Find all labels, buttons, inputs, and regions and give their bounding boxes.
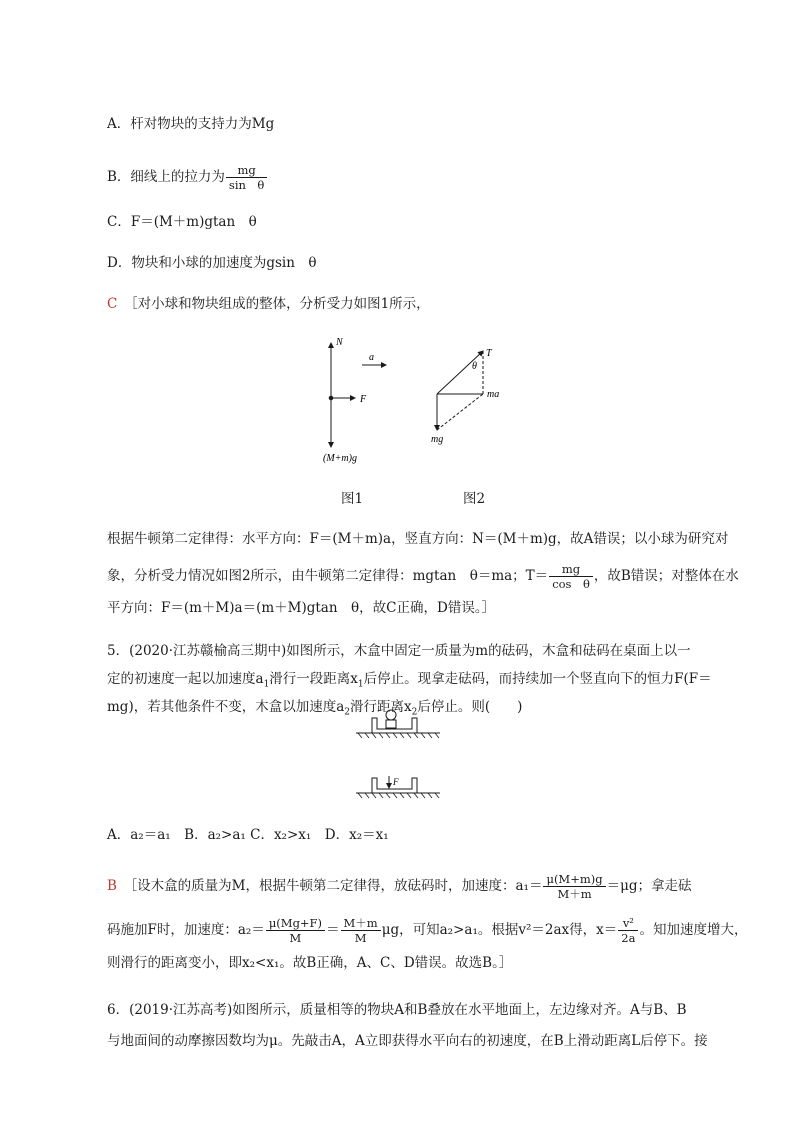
q5-ans2-end: 。知加速度增大， (639, 922, 748, 938)
fraction-num: v² (618, 916, 638, 931)
fraction-num: M＋m (341, 916, 381, 931)
solution-line-3: 平方向：F＝(m＋M)a＝(m＋M)gtan θ，故C正确，D错误。］ (107, 600, 496, 616)
fraction-den: M (289, 931, 302, 945)
q5-answer-line-3: 则滑行的距离变小，即x₂<x₁。故B正确，A、C、D错误。故选B。］ (107, 955, 513, 971)
option-c: C．F＝(M＋m)gtan θ (107, 214, 257, 230)
q5-answer-line-1 (107, 872, 692, 901)
figure-2 (437, 351, 483, 430)
fraction-den: cos θ (552, 577, 590, 591)
fraction-den: sin θ (228, 178, 265, 192)
label-ma: ma (487, 389, 500, 400)
particle-dot (329, 396, 333, 400)
mass-ratio-fraction (341, 916, 381, 945)
q5-l2-mid: 滑行一段距离x (269, 671, 358, 687)
q5-ans1-post: ＝μg；拿走砝 (606, 878, 692, 894)
fraction-den: M＋m (557, 887, 592, 901)
diagonal-dashed-line (437, 394, 483, 430)
sol2-pre: 象，分析受力情况如图2所示，由牛顿第二定律得：mgtan θ＝ma；T＝ (107, 568, 549, 584)
q5-ans2-post: μg，可知a₂>a₁。根据v²＝2ax得，x＝ (381, 922, 618, 938)
option-b-fraction (226, 163, 267, 192)
label-f: F (360, 394, 367, 405)
q5-l3-post: 后停止。则( ) (417, 699, 523, 715)
q5-l3-pre: mg)，若其他条件不变，木盒以加速度a (107, 699, 345, 715)
q6-line-2: 与地面间的动摩擦因数均为μ。先敲击A，A立即获得水平向右的初速度，在B上滑动距离L后停下。接 (107, 1033, 708, 1049)
q6-line-1: 6．(2019·江苏高考)如图所示，质量相等的物块A和B叠放在水平地面上，左边缘对齐。A与B、B (107, 1002, 687, 1018)
tension-arrow (437, 351, 483, 394)
answer-letter: C (107, 296, 118, 312)
q5-line-2: 定的初速度一起以加速度$a_1$滑行一段距离$x_1$后停止。现拿走砝码，而持续加一个竖直向下的恒力F(F＝ (107, 671, 712, 690)
label-n: N (336, 337, 343, 348)
label-theta: θ (472, 361, 477, 372)
q5-options: A．a₂＝a₁ B．a₂>a₁ C．x₂>x₁ D．x₂＝x₁ (107, 827, 389, 843)
option-b (107, 163, 268, 192)
q5-line-1: 5．(2020·江苏赣榆高三期中)如图所示，木盒中固定一质量为m的砝码，木盒和砝码在桌面上以一 (107, 643, 691, 659)
caption-fig2: 图2 (463, 491, 486, 507)
option-a: A．杆对物块的支持力为Mg (107, 116, 275, 132)
sol2-post: ，故B错误；对整体在水 (593, 568, 739, 584)
q5-answer-letter: B (107, 878, 117, 894)
figure-1 (329, 343, 386, 447)
fraction-num: mg (549, 562, 593, 577)
q5-line-3: mg)，若其他条件不变，木盒以加速度$a_2$滑行距离$x_2$后停止。则( ) (107, 699, 523, 718)
q5-ans2-pre: 码施加F时，加速度：a₂＝ (107, 922, 265, 938)
caption-fig1: 图1 (341, 491, 364, 507)
a2-fraction (266, 916, 325, 945)
fraction-num: μ(Mg+F) (266, 916, 325, 931)
box-figure (356, 710, 440, 798)
q5-l2-pre: 定的初速度一起以加速度a (107, 671, 264, 687)
label-mmg: (M+m)g (323, 453, 357, 464)
a1-fraction (543, 872, 605, 901)
tension-fraction (549, 562, 593, 591)
q5-ans1-pre: ［设木盒的质量为M，根据牛顿第二定律得，放砝码时，加速度：a₁＝ (130, 878, 543, 894)
equals: ＝ (326, 922, 340, 938)
fraction-den: 2a (621, 931, 636, 945)
fraction-num: μ(M+m)g (543, 872, 605, 887)
label-box-f: F (393, 777, 399, 787)
q5-l2-post: 后停止。现拿走砝码，而持续加一个竖直向下的恒力F(F＝ (363, 671, 712, 687)
x-fraction (618, 916, 638, 945)
label-t: T (486, 348, 492, 359)
answer-intro (107, 294, 430, 314)
fraction-num: mg (226, 163, 267, 178)
fraction-den: M (354, 931, 367, 945)
solution-line-2 (107, 562, 739, 591)
q5-answer-line-2 (107, 916, 747, 945)
option-d: D．物块和小球的加速度为gsin θ (107, 255, 317, 271)
q5-l3-mid: 滑行距离x (350, 699, 412, 715)
option-b-text: B．细线上的拉力为 (107, 169, 225, 185)
solution-line-1: 根据牛顿第二定律得：水平方向：F＝(M＋m)a，竖直方向：N＝(M＋m)g，故A错误；以小球为研究对 (107, 531, 729, 547)
label-a: a (369, 352, 374, 363)
label-mg: mg (431, 434, 444, 445)
answer-intro-text: ［对小球和物块组成的整体，分析受力如图1所示， (130, 296, 430, 312)
